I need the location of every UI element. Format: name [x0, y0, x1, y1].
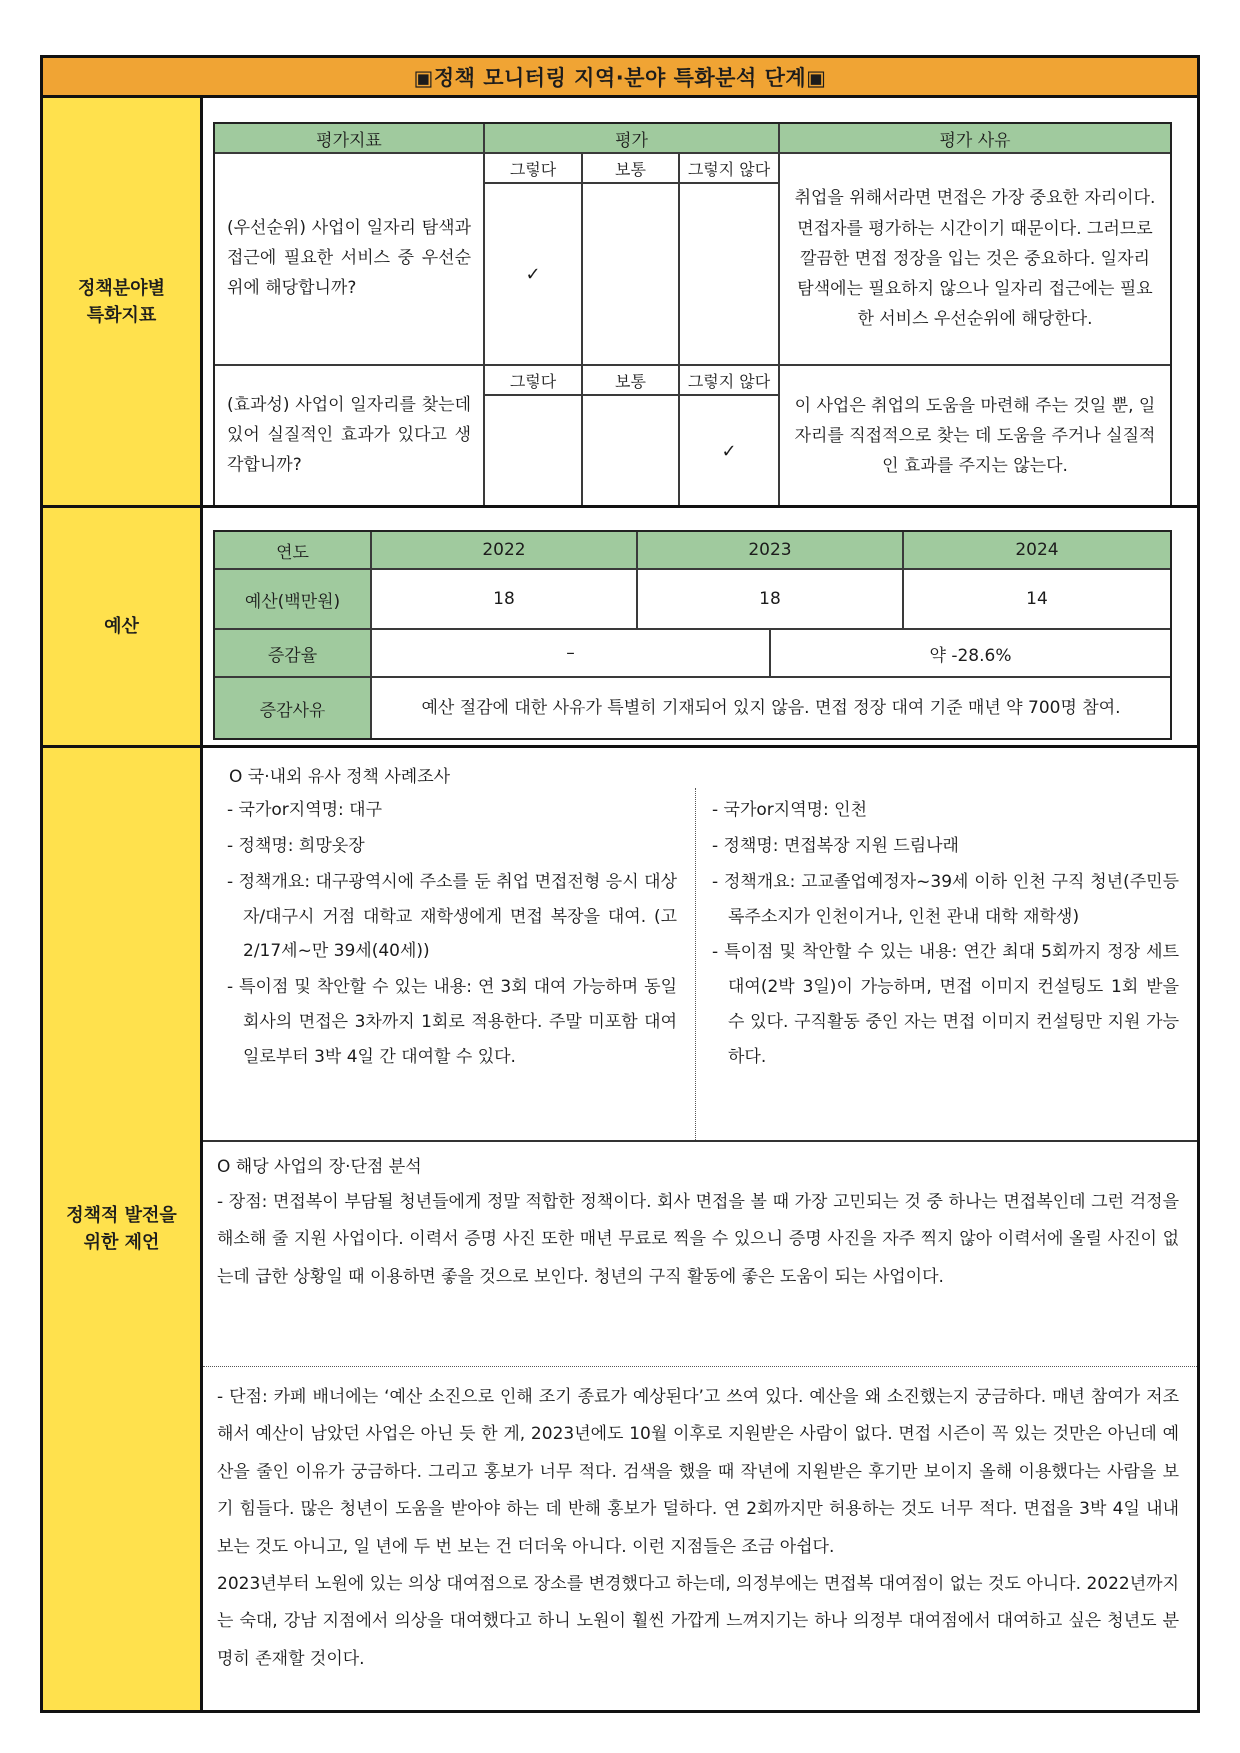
budget-row-label: 예산(백만원): [215, 570, 372, 630]
year-header: 연도: [215, 532, 372, 570]
check-icon: ✓: [721, 440, 737, 462]
side-label-indicators-line2: 특화지표: [86, 304, 157, 326]
case-daegu-policy-name: - 정책명: 희망옷장: [227, 835, 365, 856]
answer-cell-yes-2: [485, 366, 583, 505]
document: [40, 55, 1200, 1713]
budget-2023: 18: [638, 570, 904, 630]
case-study-columns: [203, 788, 1197, 1140]
change-reason-label: 증감사유: [215, 678, 372, 738]
section-budget: [43, 508, 1197, 748]
cons-block: [203, 1366, 1197, 1710]
answer-cell-neutral-2: [583, 366, 680, 505]
section-indicators: [43, 98, 1197, 508]
analysis-heading: O 해당 사업의 장·단점 분석: [217, 1157, 422, 1177]
col-header-evaluation: 평가: [485, 124, 780, 154]
year-2024: 2024: [904, 532, 1170, 570]
suggestions-content: [203, 748, 1197, 1710]
side-label-suggestions-line1: 정책적 발전을: [66, 1205, 177, 1226]
analysis-pros: - 장점: 면접복이 부담될 청년들에게 정말 적합한 정책이다. 회사 면접을 볼 때 가장 고민되는 것 중 하나는 면접복인데 그런 걱정을 해소해 줄 지원 사업이다. 이력서 증명 사진 또한 매년 무료로 찍을 수 있으니 증명 사진을 자주 찍지 않아 이력서에 올릴 사진이 없는데 급한 상황일 때 이용하면 좋을 것으로 보인다. 청년의 구직 활동에 좋은 도움이 되는 사업이다.: [217, 1192, 1179, 1287]
col-header-indicator: 평가지표: [215, 124, 485, 154]
check-icon: ✓: [525, 263, 541, 285]
indicators-content: [203, 98, 1197, 505]
case-daegu: [203, 788, 695, 1140]
case-incheon: [695, 788, 1197, 1140]
change-2022-2023: –: [372, 630, 771, 678]
check-icon: [680, 184, 778, 364]
answer-cell-yes-1: [485, 154, 583, 366]
scale-label-no: 그렇지 않다: [680, 154, 778, 184]
case-daegu-notes: - 특이점 및 착안할 수 있는 내용: 연 3회 대여 가능하며 동일회사의 면접은 3차까지 1회로 적용한다. 주말 미포함 대여일로부터 3박 4일 간 대여할 수 있다.: [227, 977, 677, 1067]
answer-cell-no-1: [680, 154, 780, 366]
evaluation-table: [213, 122, 1172, 505]
case-incheon-notes: - 특이점 및 착안할 수 있는 내용: 연간 최대 5회까지 정장 세트 대여(2박 3일)이 가능하며, 면접 이미지 컨설팅도 1회 받을 수 있다. 구직활동 중인 자는 면접 이미지 컨설팅만 지원 가능하다.: [712, 942, 1179, 1067]
question-1: (우선순위) 사업이 일자리 탐색과 접근에 필요한 서비스 중 우선순위에 해당합니까?: [215, 154, 485, 366]
side-label-indicators: [43, 98, 203, 505]
reason-1: 취업을 위해서라면 면접은 가장 중요한 자리이다. 면접자를 평가하는 시간이기 때문이다. 그러므로 깔끔한 면접 정장을 입는 것은 중요하다. 일자리 탐색에는 필요하지 않으나 일자리 접근에는 필요한 서비스 우선순위에 해당한다.: [780, 154, 1170, 366]
budget-content: [203, 508, 1197, 745]
col-header-reason: 평가 사유: [780, 124, 1170, 154]
year-2022: 2022: [372, 532, 638, 570]
change-2023-2024: 약 -28.6%: [771, 630, 1170, 678]
analysis-cons-paragraph1: - 단점: 카페 배너에는 ‘예산 소진으로 인해 조기 종료가 예상된다’고 쓰여 있다. 예산을 왜 소진했는지 궁금하다. 매년 참여가 저조해서 예산이 남았던 사업은 아닌 듯 한 게, 2023년에도 10월 이후로 지원받은 사람이 없다. 면접 시즌이 꼭 있는 것만은 아닌데 예산을 줄인 이유가 궁금하다. 그리고 홍보가 너무 적다. 검색을 했을 때 작년에 지원받은 후기만 보이지 올해 이용했다는 사람을 보기 힘들다. 많은 청년이 도움을 받아야 하는 데 반해 홍보가 덜하다. 연 2회까지만 허용하는 것도 너무 적다. 면접을 3박 4일 내내 보는 것도 아니고, 일 년에 두 번 보는 건 더더욱 아니다. 이런 지점들은 조금 아쉽다.: [217, 1387, 1179, 1557]
section-suggestions: [43, 748, 1197, 1710]
case-incheon-region: - 국가or지역명: 인천: [712, 800, 868, 820]
change-row-label: 증감율: [215, 630, 372, 678]
analysis-cons-paragraph2: 2023년부터 노원에 있는 의상 대여점으로 장소를 변경했다고 하는데, 의정부에는 면접복 대여점이 없는 것도 아니다. 2022년까지는 숙대, 강남 지점에서 의상을 대여했다고 하니 노원이 훨씬 가깝게 느껴지기는 하나 의정부 대여점에서 대여하고 싶은 청년도 분명히 존재할 것이다.: [217, 1573, 1179, 1669]
case-incheon-policy-name: - 정책명: 면접복장 지원 드림나래: [712, 835, 959, 856]
check-icon: [583, 184, 678, 364]
scale-label-yes: 그렇다: [485, 154, 581, 184]
scale-label-neutral: 보통: [583, 366, 678, 396]
scale-label-yes: 그렇다: [485, 366, 581, 396]
case-study-heading: O 국·내외 유사 정책 사례조사: [229, 767, 451, 787]
answer-cell-no-2: [680, 366, 780, 505]
document-title: ▣정책 모니터링 지역·분야 특화분석 단계▣: [43, 58, 1197, 98]
answer-cell-neutral-1: [583, 154, 680, 366]
scale-label-no: 그렇지 않다: [680, 366, 778, 396]
analysis-block: [203, 1140, 1197, 1366]
budget-table: [213, 530, 1172, 740]
side-label-suggestions-line2: 위한 제언: [83, 1232, 160, 1253]
question-2: (효과성) 사업이 일자리를 찾는데 있어 실질적인 효과가 있다고 생각합니까?: [215, 366, 485, 505]
case-incheon-overview: - 정책개요: 고교졸업예정자~39세 이하 인천 구직 청년(주민등록주소지가 인천이거나, 인천 관내 대학 재학생): [712, 871, 1179, 927]
side-label-indicators-line1: 정책분야별: [78, 277, 165, 299]
side-label-budget: 예산: [43, 508, 203, 745]
scale-label-neutral: 보통: [583, 154, 678, 184]
reason-2: 이 사업은 취업의 도움을 마련해 주는 것일 뿐, 일자리를 직접적으로 찾는 데 도움을 주거나 실질적인 효과를 주지는 않는다.: [794, 395, 1156, 477]
year-2023: 2023: [638, 532, 904, 570]
check-icon: [485, 396, 581, 505]
budget-2024: 14: [904, 570, 1170, 630]
change-reason-text: 예산 절감에 대한 사유가 특별히 기재되어 있지 않음. 면접 정장 대여 기준 매년 약 700명 참여.: [421, 697, 1121, 718]
budget-2022: 18: [372, 570, 638, 630]
side-label-suggestions: [43, 748, 203, 1710]
check-icon: [583, 396, 678, 505]
case-daegu-region: - 국가or지역명: 대구: [227, 800, 383, 820]
case-daegu-overview: - 정책개요: 대구광역시에 주소를 둔 취업 면접전형 응시 대상자/대구시 거점 대학교 재학생에게 면접 복장을 대여. (고2/17세~만 39세(40세)): [227, 871, 677, 962]
